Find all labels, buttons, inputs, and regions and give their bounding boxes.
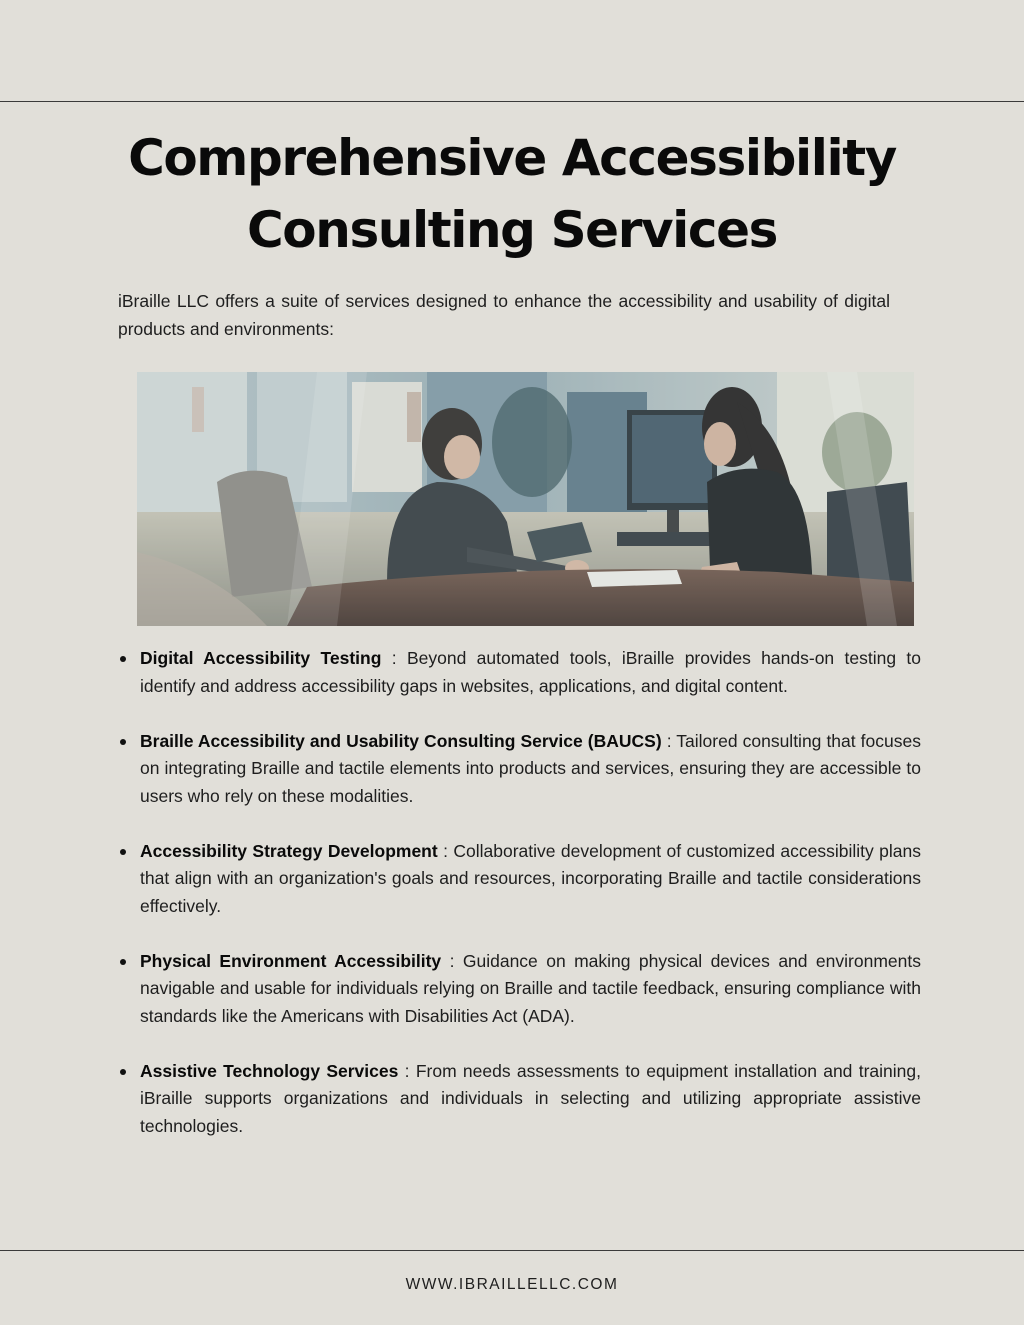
service-item-accessibility-strategy <box>118 838 921 921</box>
footer-website-link[interactable]: WWW.IBRAILLELLC.COM <box>405 1276 619 1293</box>
services-list <box>118 645 921 1168</box>
service-separator: : <box>441 950 463 971</box>
bottom-divider <box>0 1250 1024 1251</box>
service-separator: : <box>398 1060 416 1081</box>
service-item-digital-accessibility-testing <box>118 645 921 700</box>
service-name: Accessibility Strategy Development <box>140 840 438 861</box>
service-name: Braille Accessibility and Usability Consulting Service (BAUCS) <box>140 730 662 751</box>
service-item-baucs <box>118 728 921 811</box>
service-description: Beyond automated tools, iBraille provides hands-on testing to identify and address accessibility gaps in websites, applications, and digital content. <box>140 648 921 696</box>
service-description: Collaborative development of customized accessibility plans that align with an organization's goals and resources, incorporating Braille and tactile considerations effectively. <box>140 840 921 916</box>
service-name: Digital Accessibility Testing <box>140 648 382 668</box>
service-name: Physical Environment Accessibility <box>140 950 442 971</box>
bullet-icon <box>120 739 126 745</box>
service-item-physical-environment <box>118 948 921 1031</box>
title-line-2: Consulting Services <box>247 201 777 259</box>
service-separator: : <box>437 840 454 861</box>
page-title <box>40 122 984 266</box>
service-separator: : <box>661 730 677 751</box>
bullet-icon <box>120 1069 126 1075</box>
bullet-icon <box>120 656 126 662</box>
top-divider <box>0 101 1024 102</box>
bullet-icon <box>120 849 126 855</box>
service-description: Tailored consulting that focuses on integrating Braille and tactile elements into products and services, ensuring they are accessible to users who rely on these modalities. <box>140 730 921 806</box>
service-description: From needs assessments to equipment installation and training, iBraille supports organizations and individuals in selecting and utilizing appropriate assistive technologies. <box>140 1060 921 1136</box>
title-line-1: Comprehensive Accessibility <box>128 129 896 187</box>
bullet-icon <box>120 959 126 965</box>
service-description: Guidance on making physical devices and environments navigable and usable for individuals relying on Braille and tactile feedback, ensuring compliance with standards like the Americans with Disabilities Act (ADA). <box>140 950 921 1026</box>
intro-paragraph: iBraille LLC offers a suite of services designed to enhance the accessibility and usability of digital products and environments: <box>118 291 890 339</box>
service-separator: : <box>381 648 407 668</box>
service-name: Assistive Technology Services <box>140 1060 399 1081</box>
office-consultation-photo <box>137 372 914 626</box>
service-item-assistive-technology <box>118 1058 921 1141</box>
